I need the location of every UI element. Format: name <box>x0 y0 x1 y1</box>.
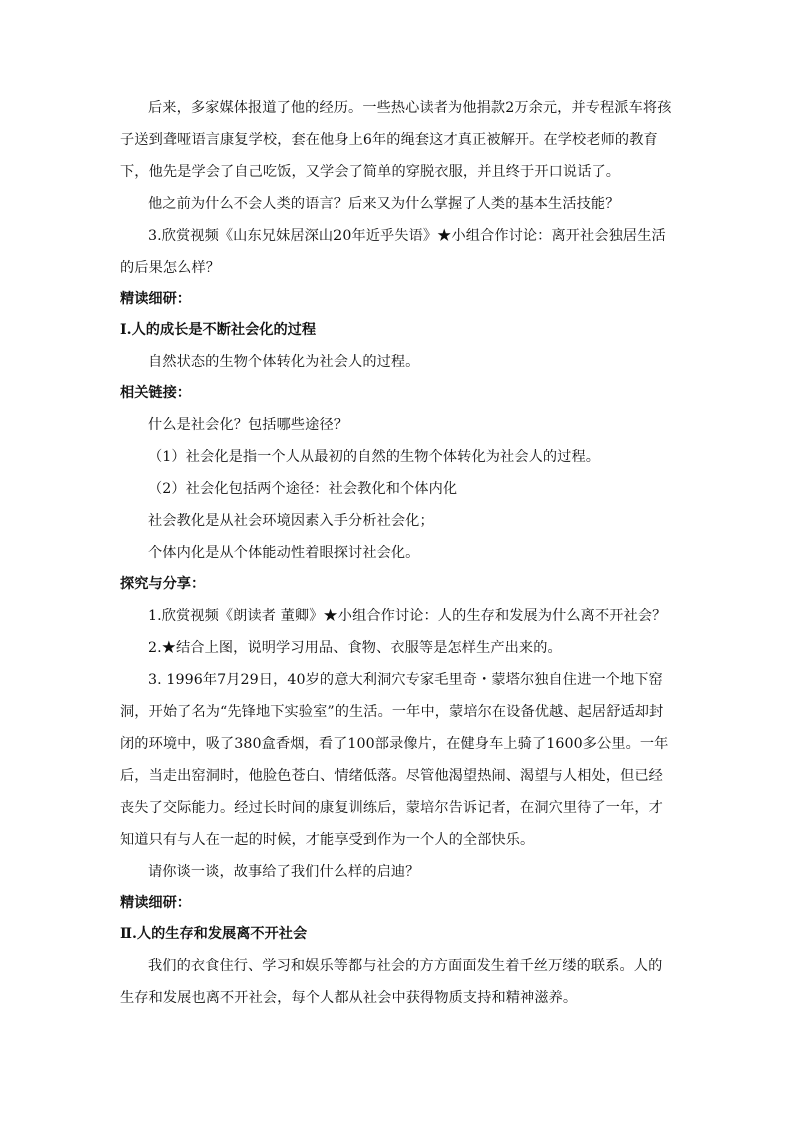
paragraph-video-discussion-2: 1.欣赏视频《朗读者 董卿》★小组合作讨论：人的生存和发展为什么离不开社会？ <box>148 608 667 624</box>
list-item-socialization-1: （1）社会化是指一个人从最初的自然的生物个体转化为社会人的过程。 <box>148 449 601 465</box>
paragraph-social-education: 社会教化是从社会环境因素入手分析社会化； <box>148 513 434 529</box>
paragraph-picture-question: 2.★结合上图，说明学习用品、食物、衣服等是怎样生产出来的。 <box>148 640 562 656</box>
list-item-socialization-2: （2）社会化包括两个途径：社会教化和个体内化 <box>148 481 458 497</box>
paragraph-society-connection: 我们的衣食住行、学习和娱乐等都与社会的方方面面发生着千丝万缕的联系。人的生存和发展也离不开社会，每个人都从社会中获得物质支持和精神滋养。 <box>120 958 663 1006</box>
paragraph-media-report: 后来，多家媒体报道了他的经历。一些热心读者为他捐款2万余元，并专程派车将孩子送到聋哑语言康复学校，套在他身上6年的绳套这才真正被解开。在学校老师的教育下，他先是学会了自己吃饭，又学会了简单的穿脱衣服，并且终于开口说话了。 <box>120 100 672 180</box>
paragraph-socialization-definition: 自然状态的生物个体转化为社会人的过程。 <box>148 354 420 370</box>
document-body <box>120 92 675 1014</box>
section-heading-explore-share: 探究与分享： <box>120 576 206 592</box>
subheading-socialization: Ⅰ.人的成长是不断社会化的过程 <box>120 322 317 338</box>
section-heading-related-links: 相关链接： <box>120 385 191 401</box>
subheading-society-dependence: Ⅱ.人的生存和发展离不开社会 <box>120 926 308 942</box>
paragraph-story-inspiration: 请你谈一谈，故事给了我们什么样的启迪？ <box>148 864 420 880</box>
paragraph-cave-story: 3. 1996年7月29日，40岁的意大利洞穴专家毛里奇・蒙塔尔独自住进一个地下窑洞，开始了名为“先锋地下实验室”的生活。一年中，蒙培尔在设备优越、起居舒适却封闭的环境中，吸了380盒香烟，看了100部录像片，在健身车上骑了1600多公里。一年后，当走出窑洞时，他脸色苍白、情绪低落。尽管他渴望热闹、渴望与人相处，但已经丧失了交际能力。经过长时间的康复训练后，蒙培尔告诉记者，在洞穴里待了一年，才知道只有与人在一起的时候，才能享受到作为一个人的全部快乐。 <box>120 672 669 848</box>
paragraph-question-socialization: 什么是社会化？包括哪些途径？ <box>148 417 349 433</box>
paragraph-video-discussion-1: 3.欣赏视频《山东兄妹居深山20年近乎失语》★小组合作讨论：离开社会独居生活的后果怎么样？ <box>120 228 666 276</box>
section-heading-close-reading: 精读细研： <box>120 291 191 307</box>
section-heading-close-reading-2: 精读细研： <box>120 895 191 911</box>
paragraph-question-language: 他之前为什么不会人类的语言？后来又为什么掌握了人类的基本生活技能？ <box>148 196 620 212</box>
paragraph-individual-internalization: 个体内化是从个体能动性着眼探讨社会化。 <box>148 545 420 561</box>
